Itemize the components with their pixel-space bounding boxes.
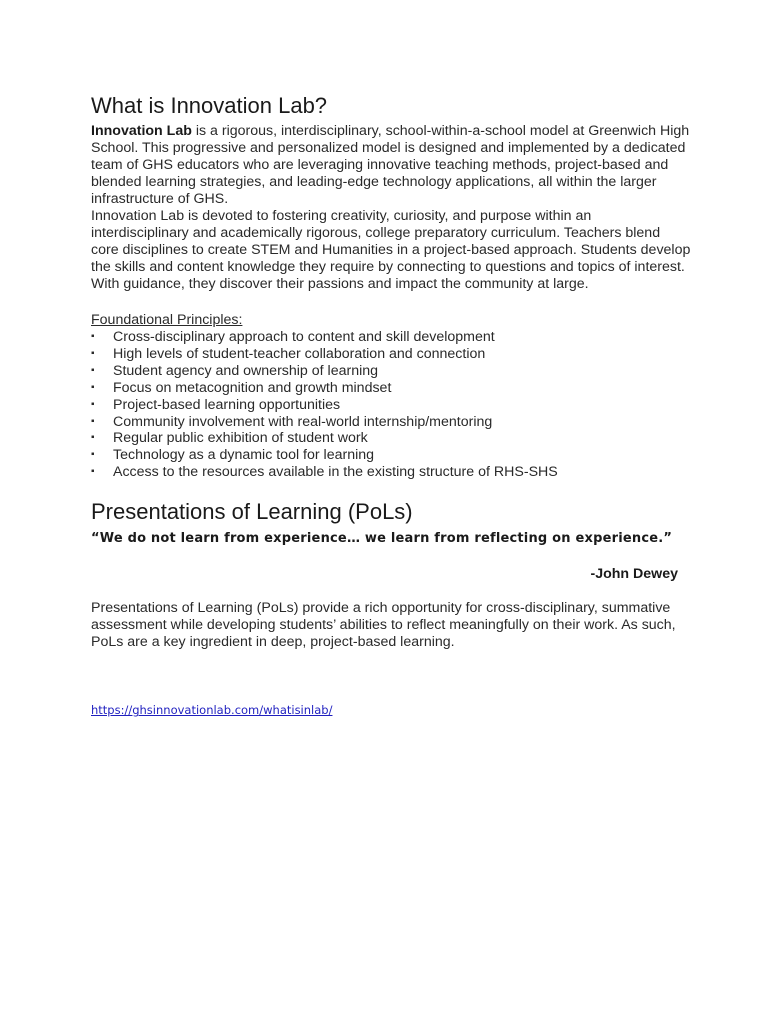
intro-bold-lead: Innovation Lab — [91, 123, 192, 139]
bullet-icon: ▪ — [91, 347, 95, 359]
principle-item — [91, 380, 691, 397]
bullet-icon: ▪ — [91, 331, 95, 342]
principle-text: Regular public exhibition of student work — [113, 430, 368, 447]
bullet-icon: ▪ — [91, 449, 95, 461]
principle-item — [91, 363, 691, 380]
devotion-paragraph: Innovation Lab is devoted to fostering creativity, curiosity, and purpose within an interdisciplinary and academically rigorous, college preparatory curriculum. Teachers blend core disciplines to create STEM and Humanities in a project-based approach. Students develop the skills and content knowledge they require by connecting to questions and topics of interest. With guidance, they discover their passions and impact the community at large. — [91, 208, 691, 292]
principle-item — [91, 464, 691, 481]
principle-text: Focus on metacognition and growth mindset — [113, 379, 392, 396]
principle-text: High levels of student-teacher collaboration and connection — [113, 345, 486, 362]
principle-item — [91, 329, 691, 346]
intro-paragraph — [91, 123, 691, 208]
document-page — [91, 92, 691, 719]
bullet-icon: ▪ — [91, 415, 95, 427]
foundational-principles-label: Foundational Principles: — [91, 312, 243, 328]
intro-rest: is a rigorous, interdisciplinary, school-within-a-school model at Greenwich High School. This progressive and personalized model is designed and implemented by a dedicated team of GHS educators who are leveraging innovative teaching methods, project-based and blended learning strategies, and leading-edge technology applications, all within the larger infrastructure of GHS. — [91, 123, 690, 207]
pols-paragraph: Presentations of Learning (PoLs) provide a rich opportunity for cross-disciplinary, summative assessment while developing students’ abilities to reflect meaningfully on their work. As such, PoLs are a key ingredient in deep, project-based learning. — [91, 600, 676, 651]
innovation-lab-link[interactable]: https://ghsinnovationlab.com/whatisinlab/ — [91, 703, 333, 718]
principle-text: Project-based learning opportunities — [113, 396, 341, 413]
principle-text: Technology as a dynamic tool for learning — [113, 447, 375, 464]
principle-item — [91, 414, 691, 431]
principles-list — [91, 329, 691, 481]
heading-what-is-innovation-lab: What is Innovation Lab? — [91, 93, 328, 118]
bullet-icon: ▪ — [91, 364, 95, 376]
dewey-quote: “We do not learn from experience… we learn from reflecting on experience.” — [91, 531, 673, 547]
bullet-icon: ▪ — [91, 381, 95, 393]
principle-item — [91, 397, 691, 414]
principle-text: Access to the resources available in the existing structure of RHS-SHS — [113, 464, 558, 481]
principle-item — [91, 430, 691, 447]
bullet-icon: ▪ — [91, 466, 95, 478]
quote-attribution: -John Dewey — [590, 566, 678, 583]
principle-item — [91, 346, 691, 363]
principle-text: Community involvement with real-world internship/mentoring — [113, 413, 493, 430]
principle-text: Student agency and ownership of learning — [113, 362, 379, 379]
heading-presentations-of-learning: Presentations of Learning (PoLs) — [91, 499, 413, 525]
principle-text: Cross-disciplinary approach to content and skill development — [113, 329, 495, 345]
bullet-icon: ▪ — [91, 398, 95, 410]
principle-item — [91, 447, 691, 464]
bullet-icon: ▪ — [91, 432, 95, 444]
